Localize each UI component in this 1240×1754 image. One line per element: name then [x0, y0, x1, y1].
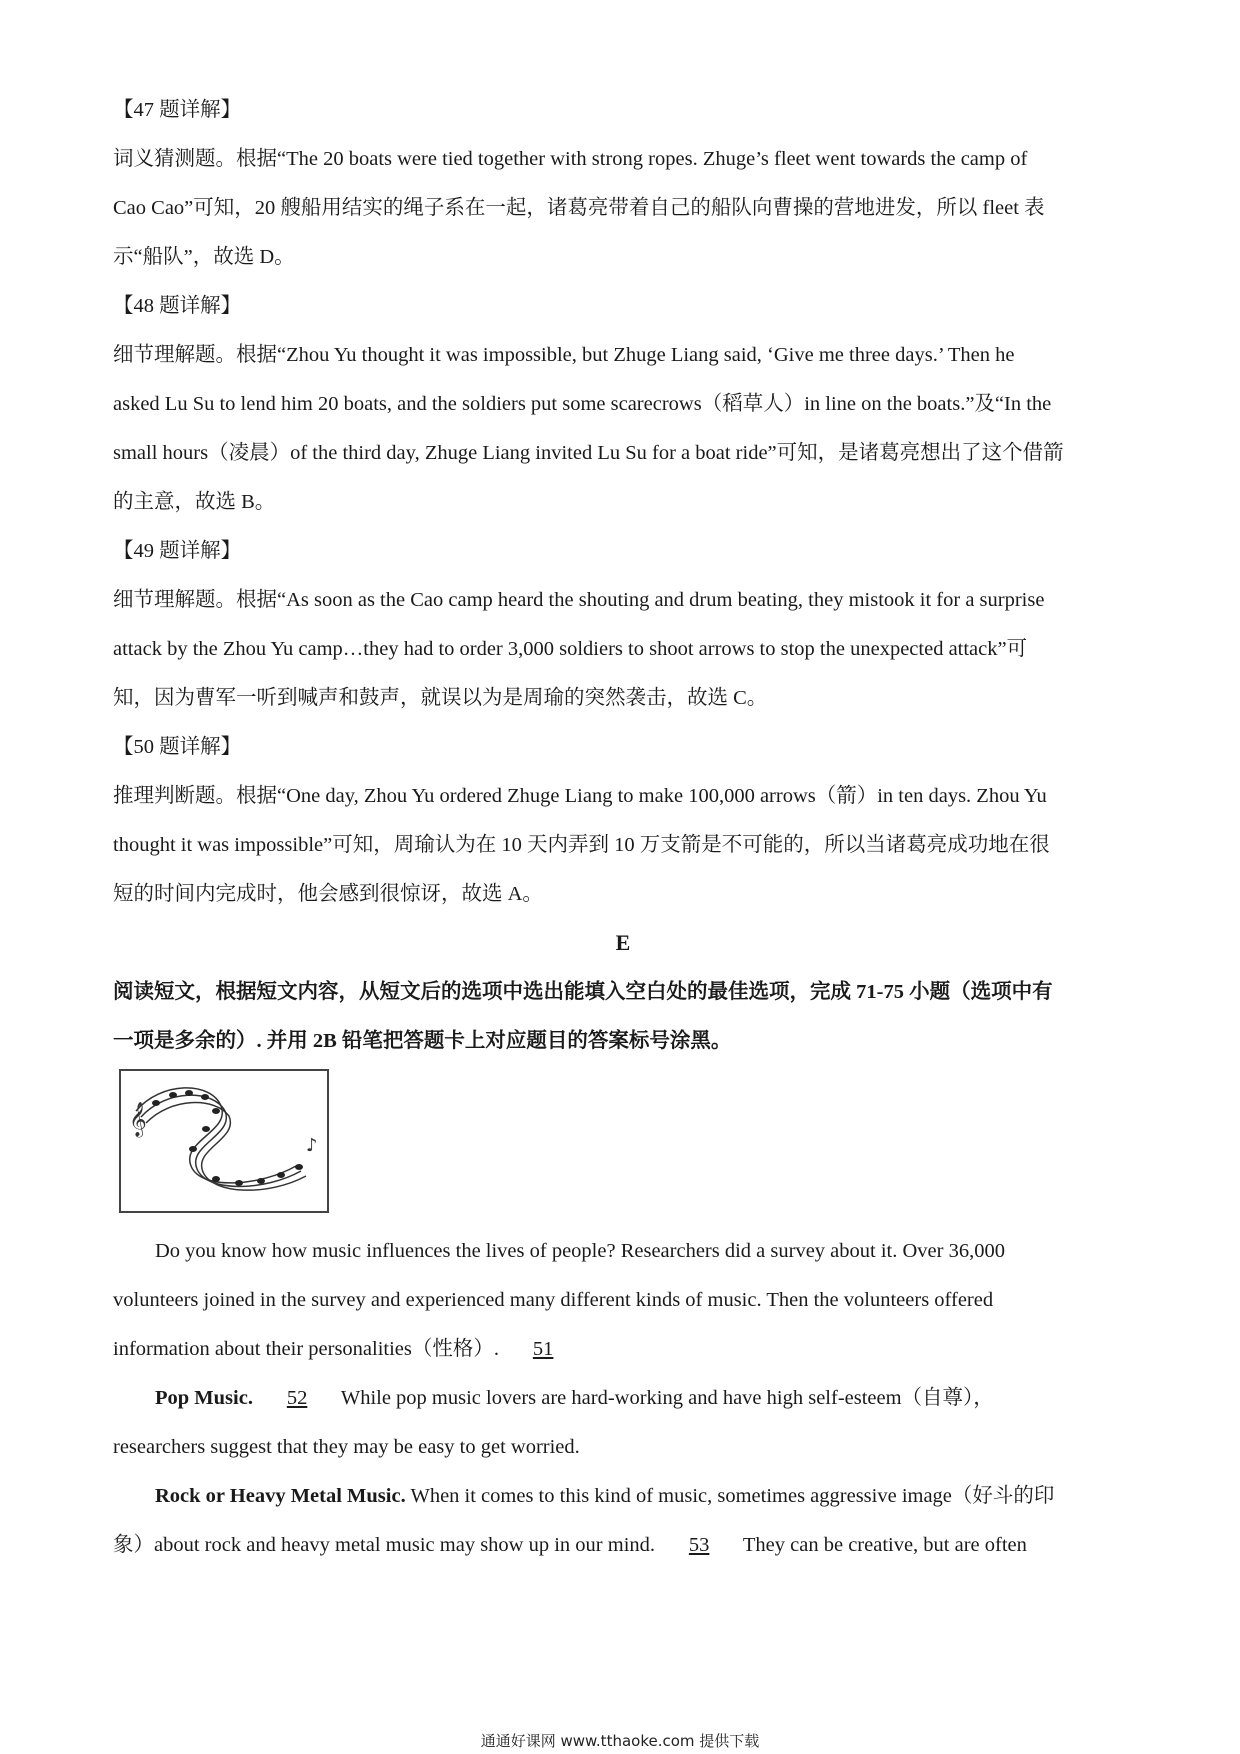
rock-music-line	[113, 1484, 1133, 1533]
section-header-49: 【49 题详解】	[113, 540, 242, 562]
pop-music-line	[113, 1386, 1133, 1435]
music-notes-icon	[121, 1071, 327, 1211]
pop-music-text: While pop music lovers are hard-working and have high self-esteem（自尊），	[340, 1387, 994, 1409]
section-49-line-1: 细节理解题。根据“As soon as the Cao camp heard the shouting and drum beating, they mistook it for a surprise	[113, 589, 1045, 611]
rock-music-line-2	[113, 1533, 1133, 1582]
section-header-50: 【50 题详解】	[113, 736, 242, 758]
blank-51: 51	[532, 1338, 554, 1360]
section-50-line-3: 短的时间内完成时，他会感到很惊讶，故选 A。	[113, 883, 543, 905]
section-49-line-2: attack by the Zhou Yu camp…they had to order 3,000 soldiers to shoot arrows to stop the unexpected attack”可	[113, 638, 1028, 660]
blank-52: 52	[286, 1387, 308, 1409]
rock-music-title: Rock or Heavy Metal Music.	[155, 1485, 406, 1507]
section-48-line-3: small hours（凌晨）of the third day, Zhuge Liang invited Lu Su for a boat ride”可知，是诸葛亮想出了这个借箭	[113, 442, 1064, 464]
svg-text:𝄞: 𝄞	[129, 1102, 147, 1137]
section-47-line-1: 词义猜测题。根据“The 20 boats were tied together with strong ropes. Zhuge’s fleet went towards the camp of	[113, 148, 1028, 170]
svg-text:♪: ♪	[306, 1135, 318, 1156]
passage-p1-line-3	[113, 1337, 1133, 1386]
section-header-47: 【47 题详解】	[113, 99, 242, 121]
rock-music-text: When it comes to this kind of music, sometimes aggressive image（好斗的印	[410, 1485, 1055, 1507]
passage-p1-line-2: volunteers joined in the survey and experienced many different kinds of music. Then the volunteers offered	[113, 1289, 994, 1311]
pop-music-line-2: researchers suggest that they may be easy to get worried.	[113, 1436, 580, 1458]
section-50-line-1: 推理判断题。根据“One day, Zhou Yu ordered Zhuge Liang to make 100,000 arrows（箭）in ten days. Zhou Yu	[113, 785, 1047, 807]
instruction-line-2: 一项是多余的）. 并用 2B 铅笔把答题卡上对应题目的答案标号涂黑。	[113, 1030, 732, 1052]
section-48-line-1: 细节理解题。根据“Zhou Yu thought it was impossible, but Zhuge Liang said, ‘Give me three days.’ Then he	[113, 344, 1015, 366]
instruction-line-1: 阅读短文，根据短文内容，从短文后的选项中选出能填入空白处的最佳选项，完成 71-75 小题（选项中有	[113, 981, 1053, 1003]
blank-53: 53	[688, 1534, 710, 1556]
passage-p1-text: information about their personalities（性格）.	[113, 1338, 500, 1360]
section-47-line-3: 示“船队”，故选 D。	[113, 246, 295, 268]
pop-music-title: Pop Music.	[155, 1387, 253, 1409]
section-47-line-2: Cao Cao”可知，20 艘船用结实的绳子系在一起，诸葛亮带着自己的船队向曹操的营地进发，所以 fleet 表	[113, 197, 1045, 219]
page-footer: 通通好课网 www.tthaoke.com 提供下载	[480, 1732, 760, 1750]
rock-music-text-3: They can be creative, but are often	[742, 1534, 1027, 1556]
music-notes-image	[119, 1069, 329, 1213]
part-title: E	[615, 930, 631, 955]
passage-p1-line-1: Do you know how music influences the lives of people? Researchers did a survey about it. Over 36,000	[155, 1240, 1005, 1262]
rock-music-text-2: 象）about rock and heavy metal music may show up in our mind.	[113, 1534, 656, 1556]
section-48-line-4: 的主意，故选 B。	[113, 491, 276, 513]
section-48-line-2: asked Lu Su to lend him 20 boats, and the soldiers put some scarecrows（稻草人）in line on the boats.”及“In the	[113, 393, 1052, 415]
document-page	[113, 98, 1133, 1582]
section-49-line-3: 知，因为曹军一听到喊声和鼓声，就误以为是周瑜的突然袭击，故选 C。	[113, 687, 768, 709]
section-50-line-2: thought it was impossible”可知，周瑜认为在 10 天内弄到 10 万支箭是不可能的，所以当诸葛亮成功地在很	[113, 834, 1050, 856]
section-header-48: 【48 题详解】	[113, 295, 242, 317]
